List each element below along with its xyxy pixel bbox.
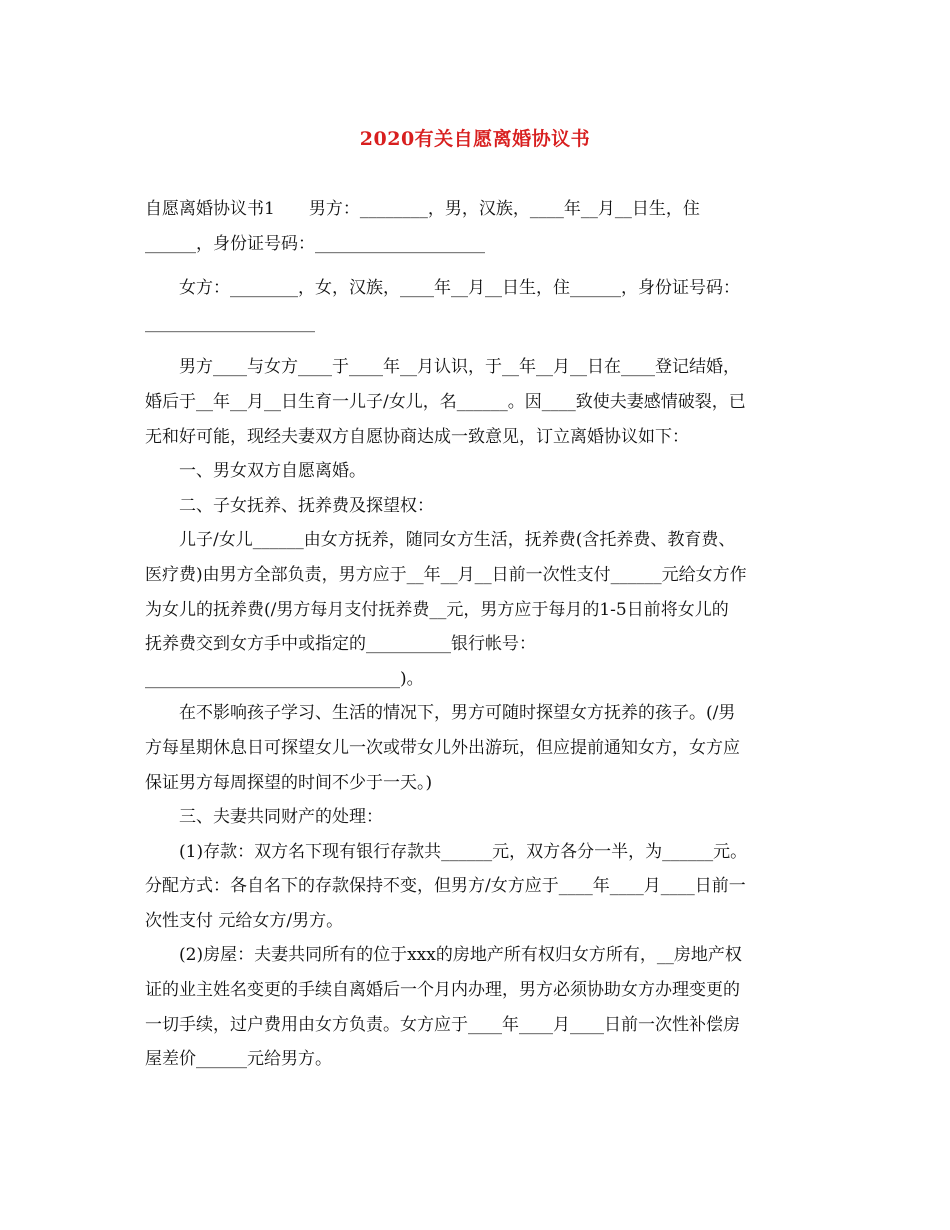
text-line: 自愿离婚协议书1 男方：________，男，汉族，____年__月__日生，住 <box>145 199 700 219</box>
text-line: ______，身份证号码：____________________ <box>145 233 485 254</box>
text-line: 二、子女抚养、抚养费及探望权： <box>145 495 434 516</box>
text-line: 一、男女双方自愿离婚。 <box>145 461 366 482</box>
text-line: 儿子/女儿______由女方抚养，随同女方生活，抚养费(含托养费、教育费、 <box>145 530 736 551</box>
text-line: 男方____与女方____于____年__月认识，于__年__月__日在____登记结婚， <box>145 357 740 378</box>
text-line: 证的业主姓名变更的手续自离婚后一个月内办理，男方必须协助女方办理变更的 <box>145 980 740 1001</box>
text-line: 为女儿的抚养费(/男方每月支付抚养费__元，男方应于每月的1-5日前将女儿的 <box>145 599 729 620</box>
text-line: (2)房屋：夫妻共同所有的位于xxx的房地产所有权归女方所有，__房地产权 <box>145 945 742 966</box>
text-line: 无和好可能，现经夫妻双方自愿协商达成一致意见，订立离婚协议如下： <box>145 426 689 447</box>
text-line: 分配方式：各自名下的存款保持不变，但男方/女方应于____年____月____日前一 <box>145 876 746 897</box>
text-line: 一切手续，过户费用由女方负责。女方应于____年____月____日前一次性补偿房 <box>145 1014 740 1035</box>
text-line: 保证男方每周探望的时间不少于一天。) <box>145 772 433 793</box>
text-line: 医疗费)由男方全部负责，男方应于__年__月__日前一次性支付______元给女方作 <box>145 564 747 585</box>
document-body <box>145 192 810 1077</box>
document-title: 2020有关自愿离婚协议书 <box>359 128 591 150</box>
text-line: 抚养费交到女方手中或指定的__________银行帐号： <box>145 634 536 655</box>
text-line: 三、夫妻共同财产的处理： <box>145 807 383 828</box>
text-line: 婚后于__年__月__日生育一儿子/女儿，名______。因____致使夫妻感情破裂，已 <box>145 391 746 412</box>
text-line: ______________________________)。 <box>145 668 424 689</box>
text-line: 屋差价______元给男方。 <box>145 1049 332 1070</box>
text-line: ____________________ <box>145 312 315 333</box>
text-line: 方每星期休息日可探望女儿一次或带女儿外出游玩，但应提前通知女方，女方应 <box>145 737 740 758</box>
text-line: 次性支付 元给女方/男方。 <box>145 910 344 931</box>
text-line: 在不影响孩子学习、生活的情况下，男方可随时探望女方抚养的孩子。(/男 <box>145 703 736 724</box>
text-line: (1)存款：双方名下现有银行存款共______元，双方各分一半，为______元。 <box>145 841 748 862</box>
text-line: 女方：________，女，汉族，____年__月__日生，住______，身份证号码： <box>145 278 740 299</box>
